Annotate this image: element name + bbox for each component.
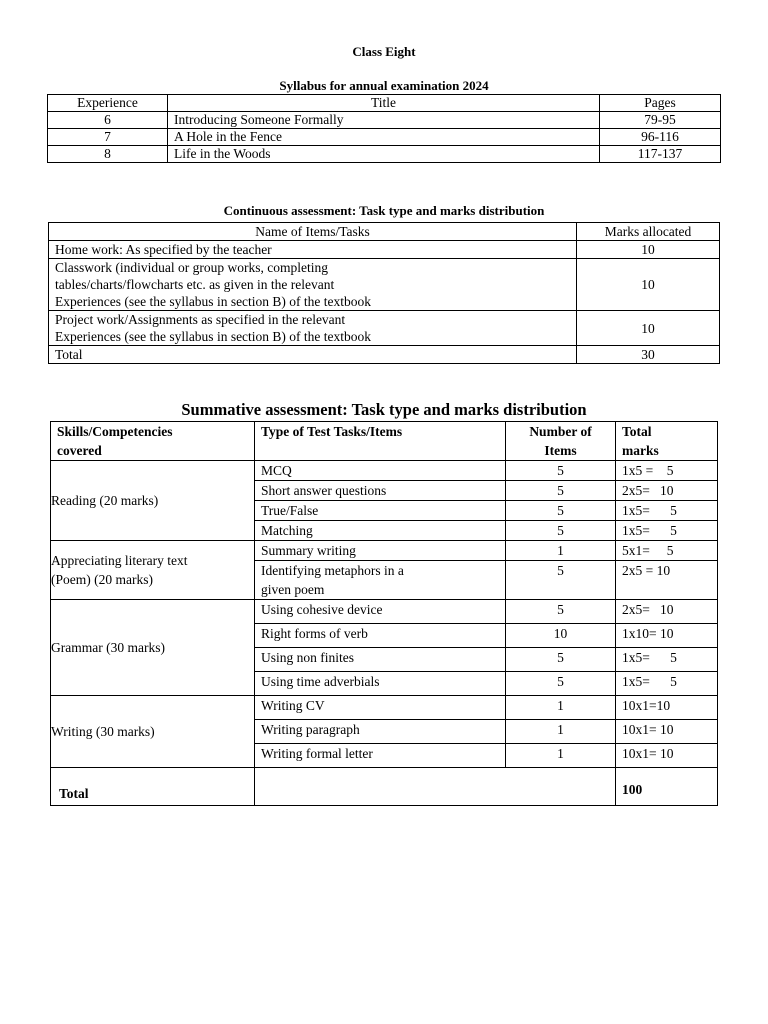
task-type: Writing formal letter — [255, 744, 506, 768]
task-marks: 10 — [577, 259, 720, 311]
experience-number: 8 — [48, 146, 168, 163]
item-count: 5 — [506, 672, 616, 696]
table-row — [48, 112, 721, 129]
table-row — [51, 541, 718, 561]
task-type: Right forms of verb — [255, 624, 506, 648]
header-experience: Experience — [48, 95, 168, 112]
item-count: 5 — [506, 461, 616, 481]
table-row — [49, 311, 720, 346]
item-count: 5 — [506, 648, 616, 672]
summative-header-row — [51, 422, 718, 461]
experience-pages: 117-137 — [600, 146, 721, 163]
total-spacer — [255, 768, 616, 806]
task-name: Project work/Assignments as specified in the relevant Experiences (see the syllabus in section B) of the textbook — [49, 311, 577, 346]
item-marks: 1x5= 5 — [616, 521, 718, 541]
total-value: 100 — [616, 768, 718, 806]
item-count: 5 — [506, 481, 616, 501]
task-name: Home work: As specified by the teacher — [49, 241, 577, 259]
task-type: MCQ — [255, 461, 506, 481]
table-row — [51, 600, 718, 624]
task-type: Writing paragraph — [255, 720, 506, 744]
task-type: Using non finites — [255, 648, 506, 672]
task-type: Short answer questions — [255, 481, 506, 501]
syllabus-title: Syllabus for annual examination 2024 — [279, 78, 489, 93]
task-marks: 30 — [577, 346, 720, 364]
item-count: 1 — [506, 541, 616, 561]
task-marks: 10 — [577, 311, 720, 346]
experience-number: 6 — [48, 112, 168, 129]
experience-title: Introducing Someone Formally — [168, 112, 600, 129]
item-marks: 1x10= 10 — [616, 624, 718, 648]
header-total: Total marks — [616, 422, 718, 461]
summative-total-row — [51, 768, 718, 806]
class-title: Class Eight — [352, 44, 416, 59]
table-row — [48, 146, 721, 163]
item-marks: 1x5 = 5 — [616, 461, 718, 481]
task-name: Total — [49, 346, 577, 364]
skill-reading: Reading (20 marks) — [51, 461, 255, 541]
item-marks: 2x5= 10 — [616, 481, 718, 501]
item-marks: 2x5 = 10 — [616, 561, 718, 600]
syllabus-table — [47, 94, 721, 163]
task-type: Matching — [255, 521, 506, 541]
item-marks: 2x5= 10 — [616, 600, 718, 624]
header-marks: Marks allocated — [577, 223, 720, 241]
header-skills: Skills/Competencies covered — [51, 422, 255, 461]
task-type: Summary writing — [255, 541, 506, 561]
skill-writing: Writing (30 marks) — [51, 696, 255, 768]
task-type: Using cohesive device — [255, 600, 506, 624]
item-count: 5 — [506, 561, 616, 600]
item-count: 10 — [506, 624, 616, 648]
item-marks: 10x1=10 — [616, 696, 718, 720]
item-count: 1 — [506, 696, 616, 720]
summative-title: Summative assessment: Task type and marks distribution — [181, 400, 587, 419]
table-row — [51, 461, 718, 481]
header-pages: Pages — [600, 95, 721, 112]
item-marks: 1x5= 5 — [616, 648, 718, 672]
item-count: 1 — [506, 744, 616, 768]
task-type: Using time adverbials — [255, 672, 506, 696]
table-row — [51, 696, 718, 720]
item-marks: 1x5= 5 — [616, 672, 718, 696]
item-count: 5 — [506, 521, 616, 541]
experience-title: A Hole in the Fence — [168, 129, 600, 146]
continuous-header-row — [49, 223, 720, 241]
skill-literary-text: Appreciating literary text (Poem) (20 marks) — [51, 541, 255, 600]
task-type: True/False — [255, 501, 506, 521]
summative-assessment-table — [50, 421, 718, 806]
experience-title: Life in the Woods — [168, 146, 600, 163]
table-row — [49, 241, 720, 259]
table-row — [49, 259, 720, 311]
experience-pages: 96-116 — [600, 129, 721, 146]
item-marks: 10x1= 10 — [616, 744, 718, 768]
syllabus-header-row — [48, 95, 721, 112]
task-name: Classwork (individual or group works, completing tables/charts/flowcharts etc. as given in the relevant Experiences (see the syllabus in section B) of the textbook — [49, 259, 577, 311]
header-title: Title — [168, 95, 600, 112]
header-task: Name of Items/Tasks — [49, 223, 577, 241]
task-marks: 10 — [577, 241, 720, 259]
table-row — [49, 346, 720, 364]
item-count: 5 — [506, 501, 616, 521]
continuous-assessment-table — [48, 222, 720, 364]
task-type: Writing CV — [255, 696, 506, 720]
experience-number: 7 — [48, 129, 168, 146]
item-marks: 1x5= 5 — [616, 501, 718, 521]
task-type: Identifying metaphors in a given poem — [255, 561, 506, 600]
item-marks: 5x1= 5 — [616, 541, 718, 561]
skill-grammar: Grammar (30 marks) — [51, 600, 255, 696]
experience-pages: 79-95 — [600, 112, 721, 129]
total-label: Total — [51, 768, 255, 806]
item-count: 5 — [506, 600, 616, 624]
item-count: 1 — [506, 720, 616, 744]
continuous-title: Continuous assessment: Task type and marks distribution — [223, 203, 545, 218]
table-row — [48, 129, 721, 146]
header-number: Number of Items — [506, 422, 616, 461]
item-marks: 10x1= 10 — [616, 720, 718, 744]
header-type: Type of Test Tasks/Items — [255, 422, 506, 461]
